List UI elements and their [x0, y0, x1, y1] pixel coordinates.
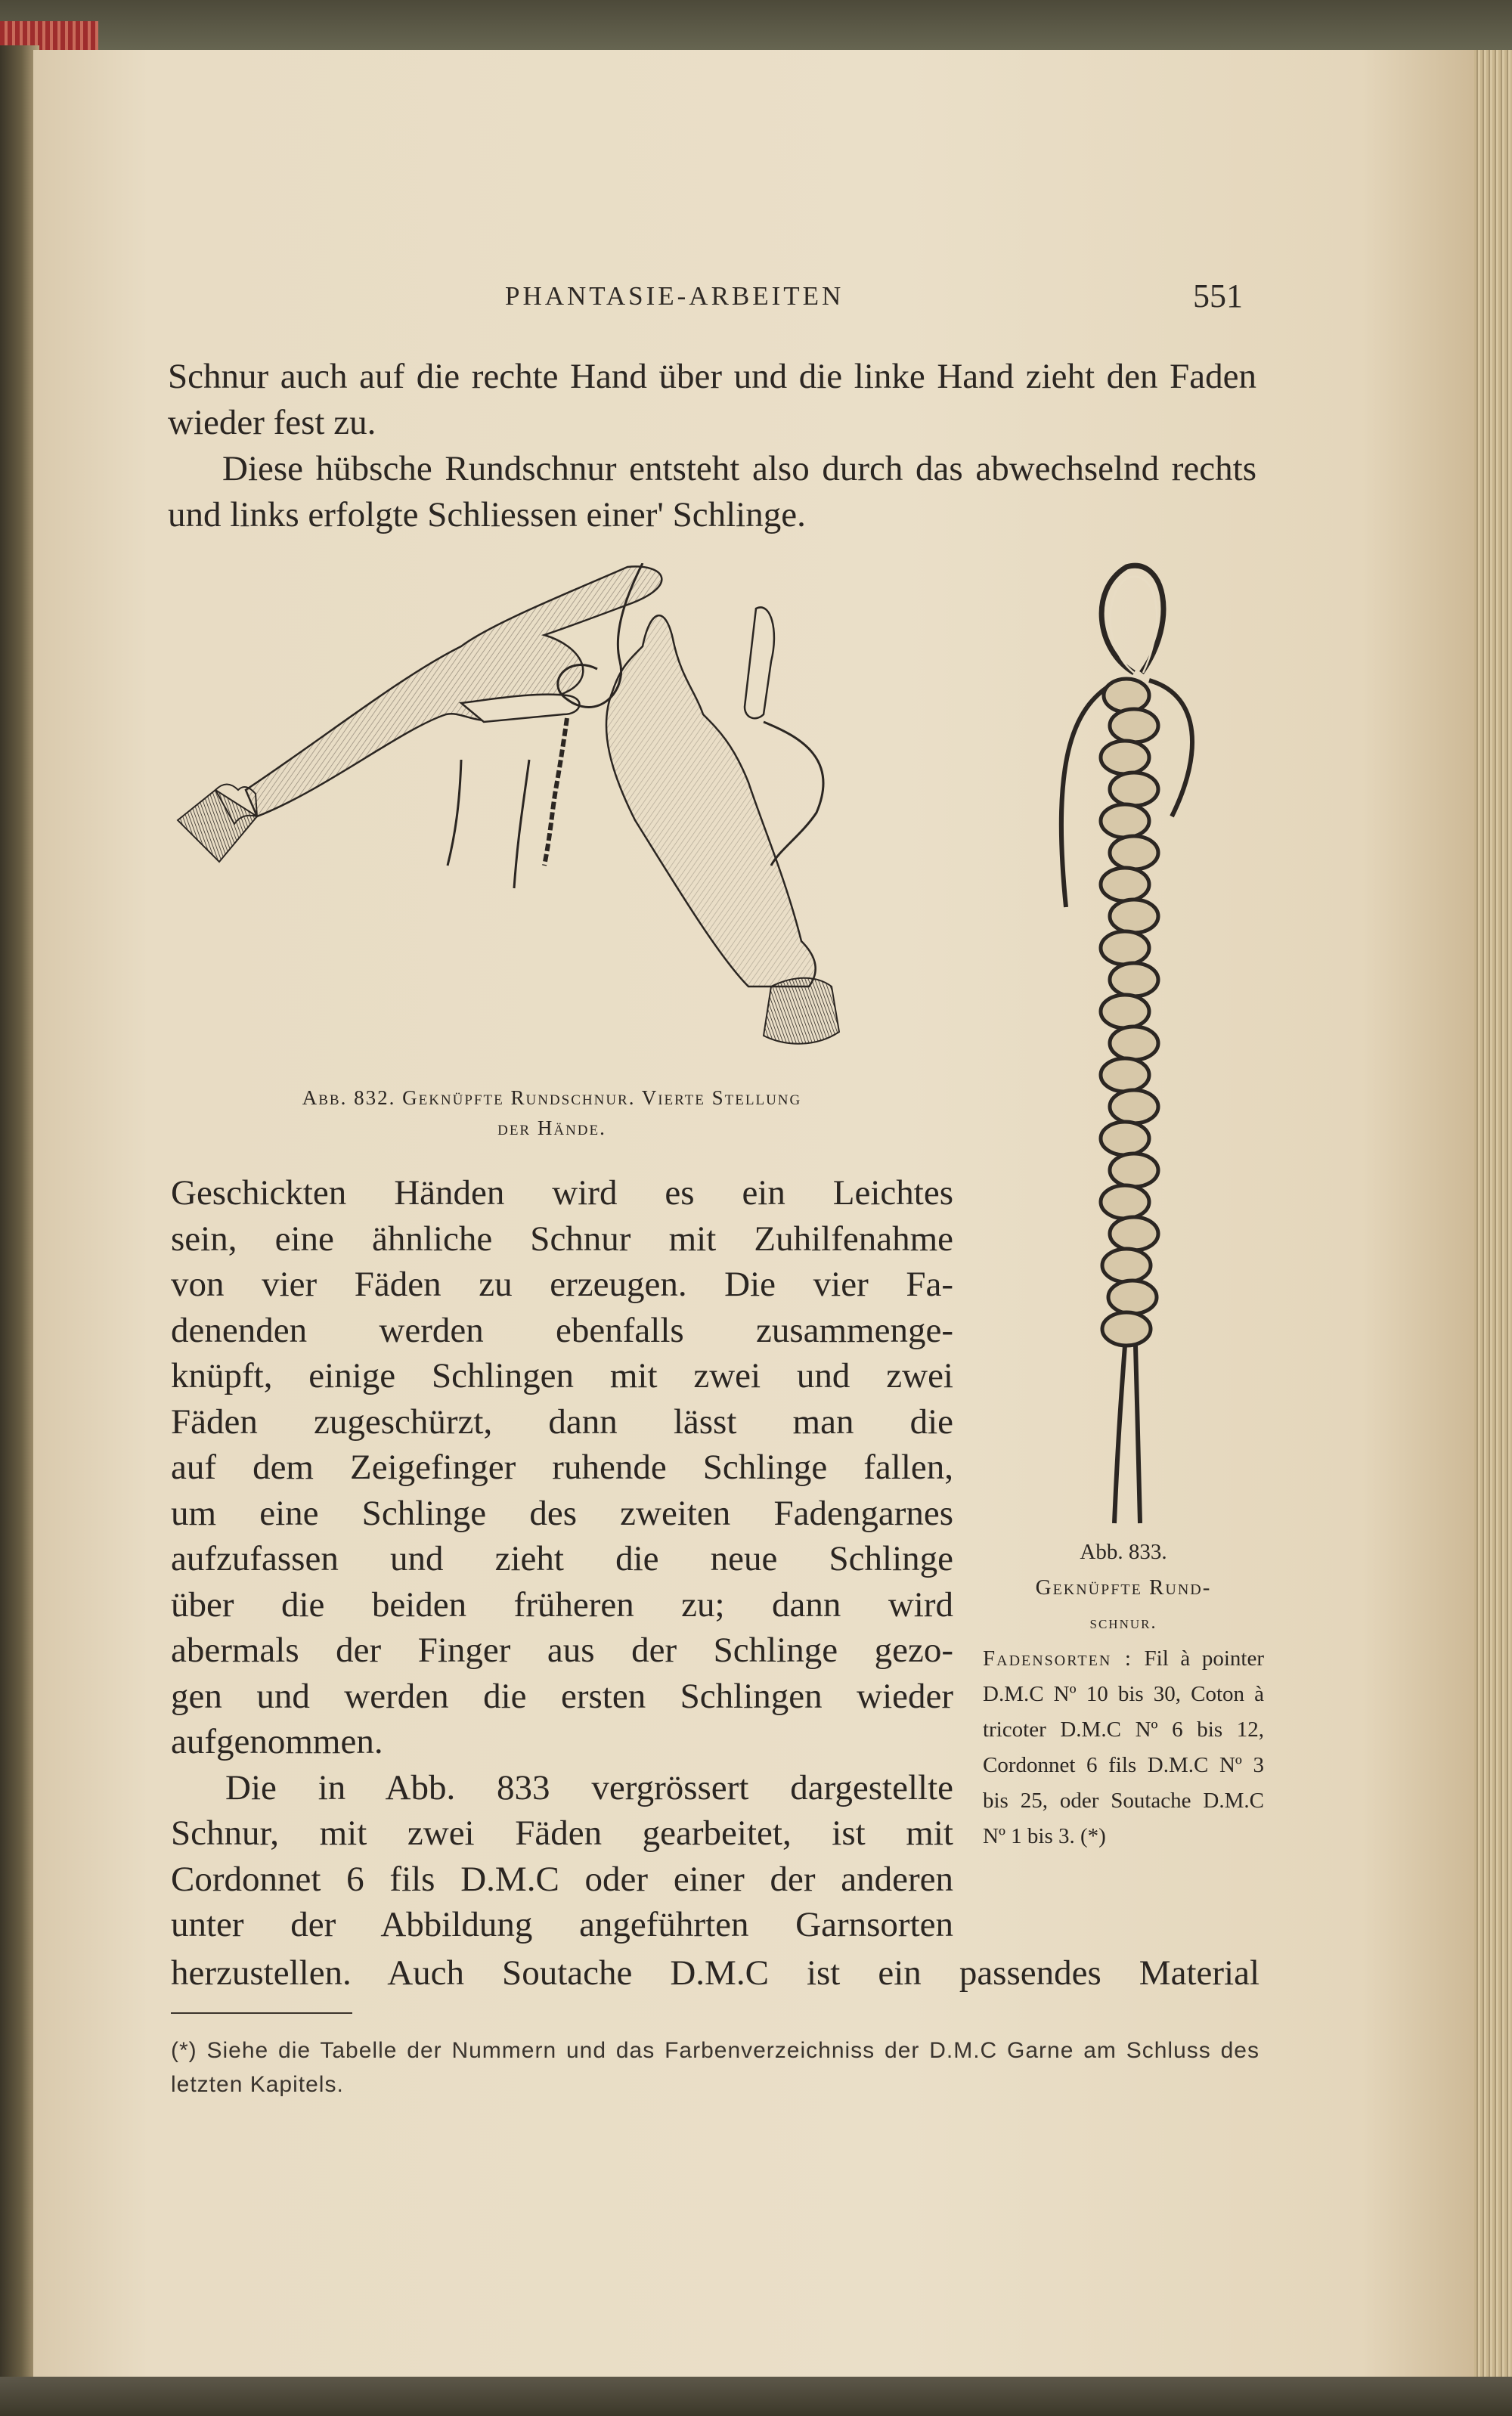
paragraph-2: Diese hübsche Rundschnur entsteht also durch das abwechselnd rechts und links erfolgte Schliessen einer' Schlinge.	[168, 449, 1256, 534]
right-cuff	[764, 978, 839, 1044]
text-line: über die beiden früheren zu; dann wird	[171, 1584, 953, 1625]
text-line: abermals der Finger aus der Schlinge gezo-	[171, 1631, 953, 1670]
page-fore-edge	[1474, 50, 1512, 2378]
text-line: von vier Fäden zu erzeugen. Die vier Fa-	[171, 1265, 953, 1304]
text-line: gen und werden die ersten Schlingen wieder	[171, 1676, 953, 1716]
text-line: sein, eine ähnliche Schnur mit Zuhilfenahme	[171, 1219, 953, 1259]
thread-spec-label: Fadensorten :	[983, 1646, 1132, 1671]
text-line: knüpft, einige Schlingen mit zwei und zwei	[171, 1356, 953, 1395]
page-header	[0, 277, 1512, 327]
figure-833-number: Abb. 833.	[1080, 1540, 1167, 1564]
text-line: Schnur, mit zwei Fäden gearbeitet, ist mit	[171, 1814, 953, 1853]
figure-832-caption	[174, 1083, 930, 1143]
thread-hanging-1	[514, 760, 529, 888]
figure-833-title-2: schnur.	[1089, 1613, 1157, 1633]
text-line: Fäden zugeschürzt, dann lässt man die	[171, 1402, 953, 1442]
figure-833-cord-illustration	[1021, 559, 1232, 1527]
thread-hanging-2	[448, 760, 461, 866]
text-line: aufzufassen und zieht die neue Schlinge	[171, 1539, 953, 1578]
figure-833-title-1: Geknüpfte Rund-	[1035, 1575, 1212, 1600]
text-line: um eine Schlinge des zweiten Fadengarnes	[171, 1493, 953, 1533]
page-number: 551	[1193, 277, 1243, 314]
left-hand	[246, 566, 662, 816]
text-line: Cordonnet 6 fils D.M.C oder einer der anderen	[171, 1859, 953, 1899]
thread-spec-text: Fil à pointer D.M.C Nº 10 bis 30, Coton à tricoter D.M.C Nº 6 bis 12, Cordonnet 6 fils D.M.C Nº 3 bis 25, oder Soutache D.M.C Nº 1 bis 3. (*)	[983, 1646, 1264, 1848]
text-line: denenden werden ebenfalls zusammenge-	[171, 1310, 953, 1350]
text-line: Geschickten Händen wird es ein Leichtes	[171, 1173, 953, 1213]
text-line-full-width: herzustellen. Auch Soutache D.M.C ist ein passendes Material	[171, 1953, 1259, 1993]
footnote-divider	[171, 2012, 352, 2014]
figure-832-hands-illustration	[174, 563, 945, 1062]
right-hand	[606, 615, 816, 987]
right-finger	[745, 607, 774, 718]
cord-hanging	[544, 718, 567, 866]
figure-832-caption-line-2: der Hände.	[497, 1117, 606, 1139]
figure-833-thread-specs	[980, 1641, 1267, 1854]
text-line: aufgenommen.	[171, 1722, 383, 1761]
cord-loose-end-1	[1114, 1346, 1125, 1523]
text-line: Die in Abb. 833 vergrössert dargestellte	[225, 1767, 953, 1807]
cord-loose-end-2	[1136, 1346, 1140, 1523]
paragraph-1: Schnur auch auf die rechte Hand über und die linke Hand zieht den Faden wieder fest zu.	[168, 357, 1256, 442]
figure-832-caption-line-1: Abb. 832. Geknüpfte Rundschnur. Vierte Stellung	[302, 1086, 802, 1109]
column-text	[171, 1170, 953, 1948]
figure-833-caption	[980, 1535, 1267, 1854]
cord-braid-links	[1101, 679, 1158, 1346]
footnote: (*) Siehe die Tabelle der Nummern und das Farbenverzeichniss der D.M.C Garne am Schluss des letzten Kapitels.	[171, 2038, 1259, 2097]
thread-right	[764, 722, 823, 866]
book-cover-bottom	[0, 2377, 1512, 2416]
left-cuff	[178, 790, 257, 862]
text-line: unter der Abbildung angeführten Garnsorten	[171, 1905, 953, 1944]
running-title: PHANTASIE-ARBEITEN	[505, 281, 844, 311]
text-line: auf dem Zeigefinger ruhende Schlinge fallen,	[171, 1448, 953, 1487]
